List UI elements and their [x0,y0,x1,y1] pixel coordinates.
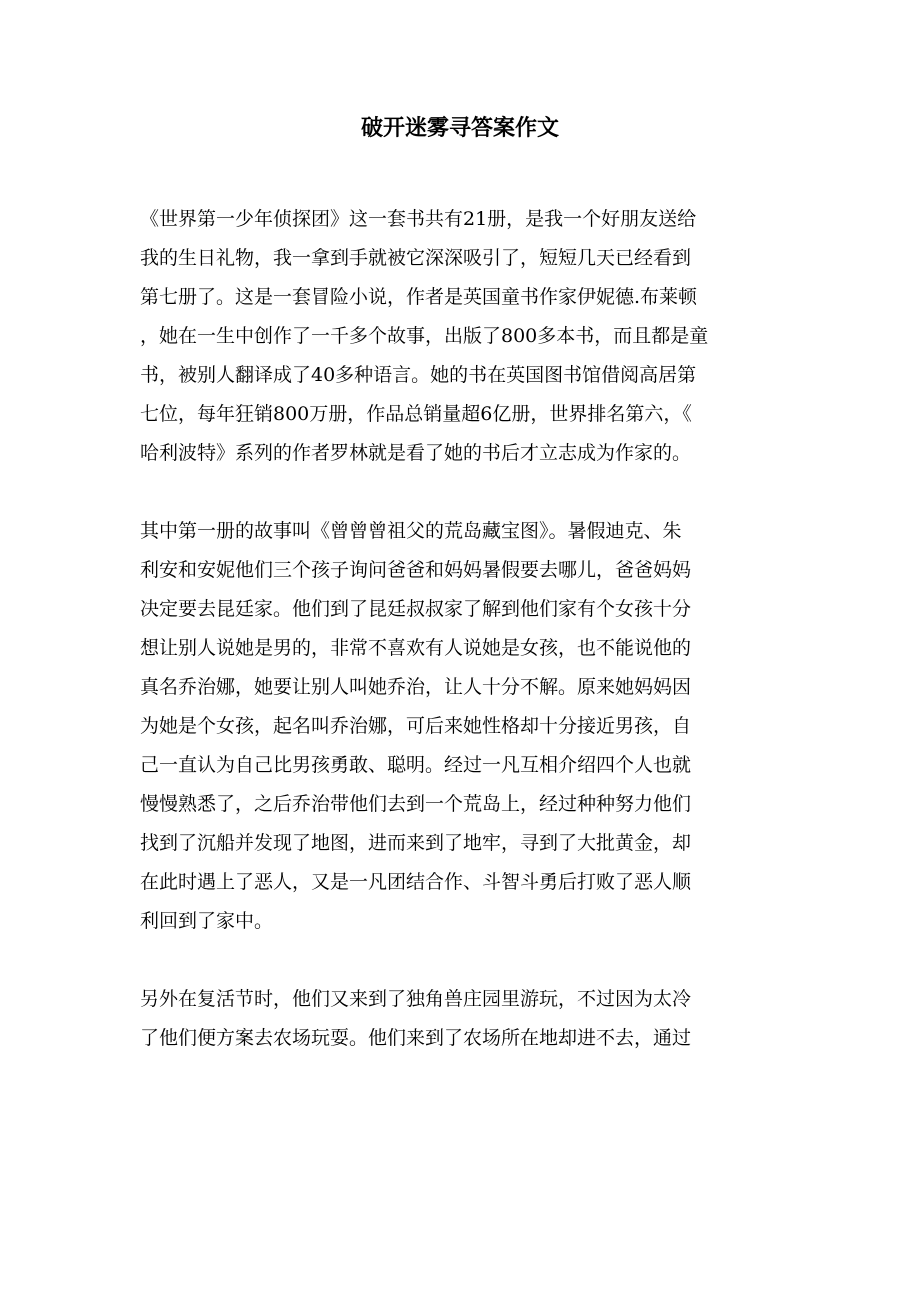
text-line: 真名乔治娜，她要让别人叫她乔治，让人十分不解。原来她妈妈因 [140,676,692,698]
text-line: 了他们便方案去农场玩耍。他们来到了农场所在地却进不去，通过 [140,1027,692,1049]
document-title: 破开迷雾寻答案作文 [360,115,559,141]
text-line: 《世界第一少年侦探团》这一套书共有21册，是我一个好朋友送给 [140,208,697,230]
text-line: 书，被别人翻译成了40多种语言。她的书在英国图书馆借阅高居第 [140,364,697,386]
text-line: 七位，每年狂销800万册，作品总销量超6亿册，世界排名第六，《 [140,403,692,425]
text-line: 决定要去昆廷家。他们到了昆廷叔叔家了解到他们家有个女孩十分 [140,598,692,620]
text-line: 利回到了家中。 [140,910,274,932]
text-line: 在此时遇上了恶人，又是一凡团结合作、斗智斗勇后打败了恶人顺 [140,871,692,893]
text-line: 哈利波特》系列的作者罗林就是看了她的书后才立志成为作家的。 [140,442,692,464]
text-line: 第七册了。这是一套冒险小说，作者是英国童书作家伊妮德.布莱顿 [140,286,698,308]
paragraph-2 [140,512,780,941]
paragraph-3 [140,980,780,1058]
text-line: 慢慢熟悉了，之后乔治带他们去到一个荒岛上，经过种种努力他们 [140,793,692,815]
text-line: 我的生日礼物，我一拿到手就被它深深吸引了，短短几天已经看到 [140,247,692,269]
text-line: 利安和安妮他们三个孩子询问爸爸和妈妈暑假要去哪儿，爸爸妈妈 [140,559,692,581]
paragraph-1 [140,200,780,473]
text-line: 另外在复活节时，他们又来到了独角兽庄园里游玩，不过因为太冷 [140,988,692,1010]
document-body [140,200,780,1097]
text-line: 己一直认为自己比男孩勇敢、聪明。经过一凡互相介绍四个人也就 [140,754,692,776]
text-line: 其中第一册的故事叫《曾曾曾祖父的荒岛藏宝图》。暑假迪克、朱 [140,520,682,542]
text-line: 想让别人说她是男的，非常不喜欢有人说她是女孩，也不能说他的 [140,637,692,659]
text-line: ，她在一生中创作了一千多个故事，出版了800多本书，而且都是童 [140,325,709,347]
text-line: 找到了沉船并发现了地图，进而来到了地牢，寻到了大批黄金，却 [140,832,692,854]
text-line: 为她是个女孩，起名叫乔治娜，可后来她性格却十分接近男孩，自 [140,715,692,737]
